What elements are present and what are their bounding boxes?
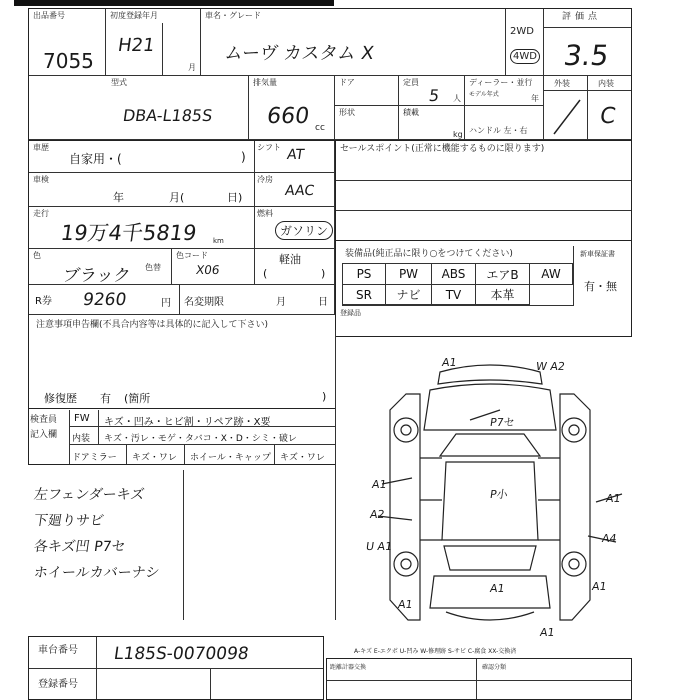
chassis-label: 車台番号: [38, 645, 78, 656]
fuel-cell: [255, 207, 335, 249]
mark-0: A1: [441, 356, 458, 369]
repair-close: ): [322, 390, 327, 403]
recycle-label: R券: [35, 296, 52, 307]
ext-slash-mark: [552, 96, 582, 136]
chassis-value: L185S-0070098: [112, 644, 250, 664]
mark-6: A1: [605, 492, 622, 505]
header-bar: [14, 0, 334, 6]
equip-airbag: エアB: [476, 264, 530, 285]
mark-5: P小: [489, 488, 509, 501]
seat-value: 5: [427, 86, 441, 105]
year-unit: 年: [531, 94, 539, 103]
light-oil-label: 軽油: [279, 253, 301, 266]
inspector-int-items: キズ・汚レ・モゲ・タバコ・X・D・シミ・破レ: [104, 434, 297, 444]
fuel-value: ガソリン: [275, 221, 333, 240]
grade-value: 3.5: [561, 39, 611, 72]
reg-memo-label: 登録品: [340, 309, 361, 317]
mark-7: U A1: [365, 540, 393, 553]
inspector-title-1: 検査員: [30, 415, 58, 425]
ac-value: AAC: [283, 183, 316, 199]
mileage-value: 19万4千5819: [59, 221, 199, 245]
color-code-value: X06: [195, 263, 221, 277]
name-value: ムーヴ カスタム X: [223, 43, 376, 64]
damage-legend: A-キズ E-エクボ U-凹み W-修理跡 S-サビ C-腐食 XX-交換済: [354, 648, 517, 655]
drive-4wd: 4WD: [510, 49, 540, 64]
lot-cell: [29, 9, 106, 76]
reg-month-unit: 月: [188, 63, 196, 72]
color-code-label: 色コード: [176, 251, 208, 260]
disp-value: 660: [265, 104, 311, 129]
ext-label: 外装: [554, 79, 570, 88]
equip-leather: 本革: [476, 285, 530, 305]
model-value: DBA-L185S: [121, 106, 214, 125]
model-year-label: モデル年式: [469, 91, 499, 98]
inspect-day: 日): [227, 191, 243, 204]
meter-label-1: 距離計器交換: [330, 664, 367, 671]
new-warranty-label: 新車保証書: [580, 250, 615, 258]
ext-cell: [544, 76, 588, 140]
door-cell: [335, 76, 399, 106]
new-warranty-value: 有・無: [584, 280, 617, 293]
reg-value: H21: [116, 35, 156, 56]
shift-label: シフト: [257, 143, 281, 152]
inspector-title-2: 記入欄: [30, 430, 58, 440]
dealer-label: ディーラー・並行: [469, 78, 533, 87]
load-cell: [399, 106, 465, 140]
note-1: 左フェンダーキズ: [32, 487, 146, 503]
light-oil-cell: [255, 249, 335, 285]
inspect-label: 車検: [33, 175, 49, 184]
grade-label: 評価点: [562, 12, 602, 22]
transfer-day: 日: [318, 297, 328, 308]
transfer-cell: [180, 285, 335, 315]
sales-title: セールスポイント(正常に機能するものに限ります): [340, 144, 545, 154]
int-cell: [588, 76, 631, 140]
note-3: 各キズ凹 P7セ: [32, 539, 127, 555]
mileage-row: [29, 207, 255, 249]
plate-label: 登録番号: [38, 679, 78, 690]
meter-block: [326, 658, 632, 700]
shift-value: AT: [285, 147, 306, 163]
shift-cell: [255, 141, 335, 173]
inspector-fw-items: キズ・凹み・ヒビ割・リペア跡・X要: [104, 417, 271, 428]
repaint-label: 色替: [145, 263, 161, 272]
note-4: ホイールカバーナシ: [32, 565, 161, 581]
int-value: C: [598, 104, 618, 129]
repair-label: 修復歴: [44, 392, 77, 405]
reg-cell: [106, 9, 201, 76]
use-value: 自家用・(: [69, 152, 122, 166]
disp-cell: [249, 76, 335, 140]
meter-label-2: 確認分類: [482, 664, 507, 671]
load-unit: kg: [453, 130, 463, 139]
inspector-mirror: ドアミラー: [72, 453, 117, 463]
drive-2wd: 2WD: [510, 26, 534, 37]
transfer-month: 月: [276, 297, 286, 308]
load-label: 積載: [403, 108, 419, 117]
color-value: ブラック: [61, 266, 132, 286]
inspect-row: [29, 173, 255, 207]
mark-9: A1: [489, 582, 506, 595]
equip-tv: TV: [432, 285, 476, 305]
transfer-label: 名変期限: [184, 297, 224, 308]
model-label: 型式: [111, 78, 127, 87]
handle-label: ハンドル 左・右: [469, 126, 528, 135]
lot-label: 出品番号: [33, 11, 65, 20]
inspector-fw: FW: [74, 413, 90, 424]
repair-location: (箇所: [124, 392, 151, 405]
mark-10: A1: [397, 598, 414, 611]
inspector-wheel: ホイール・キャップ: [190, 453, 271, 463]
equip-sr: SR: [343, 285, 386, 305]
note-2: 下廻りサビ: [32, 513, 105, 529]
inspector-mirror-items: キズ・ワレ: [132, 453, 177, 463]
color-code-cell: [172, 249, 255, 285]
notes-title: 注意事項申告欄(不具合内容等は具体的に記入して下さい): [36, 320, 269, 330]
use-label: 車歴: [33, 143, 49, 152]
equipment-title: 装備品(純正品に限り○をつけてください): [345, 249, 513, 259]
recycle-row: [29, 285, 180, 315]
color-row: [29, 249, 172, 285]
fuel-label: 燃料: [257, 209, 273, 218]
mileage-unit: km: [213, 237, 224, 245]
equip-pw: PW: [386, 264, 432, 285]
seat-cell: [399, 76, 465, 106]
int-label: 内装: [598, 79, 614, 88]
color-label: 色: [33, 251, 41, 260]
handle-cell: [465, 106, 544, 140]
mark-3: A1: [371, 478, 388, 491]
dealer-cell: [465, 76, 544, 106]
equip-abs: ABS: [432, 264, 476, 285]
shape-cell: [335, 106, 399, 140]
use-row: [29, 141, 255, 173]
mark-4: A2: [369, 508, 386, 521]
ac-label: 冷房: [257, 175, 273, 184]
model-cell: [29, 76, 249, 140]
equip-aw: AW: [530, 264, 573, 285]
drive-cell: [506, 9, 544, 76]
disp-label: 排気量: [253, 78, 277, 87]
fuel-paren-close: ): [321, 267, 326, 280]
door-label: ドア: [339, 78, 355, 87]
recycle-value: 9260: [81, 290, 128, 310]
shape-label: 形状: [339, 108, 355, 117]
seat-label: 定員: [403, 78, 419, 87]
inspector-wheel-items: キズ・ワレ: [280, 453, 325, 463]
inspect-year: 年: [113, 191, 124, 204]
mark-1: W A2: [535, 360, 566, 373]
mark-2: P7セ: [489, 416, 516, 429]
fuel-paren-open: (: [263, 267, 268, 280]
mark-11: A1: [591, 580, 608, 593]
repair-value: 有: [100, 392, 111, 405]
inspect-month: 月(: [169, 191, 185, 204]
inspector-int: 内装: [72, 434, 91, 444]
mileage-label: 走行: [33, 209, 49, 218]
name-cell: [201, 9, 506, 76]
reg-label: 初度登録年月: [110, 11, 158, 20]
ac-cell: [255, 173, 335, 207]
name-label: 車名・グレード: [205, 11, 261, 20]
grade-cell: [544, 9, 631, 76]
disp-unit: cc: [315, 123, 325, 133]
yen-unit: 円: [161, 298, 171, 309]
equip-navi: ナビ: [386, 285, 432, 305]
use-close: ): [241, 150, 246, 164]
mark-12: A1: [539, 626, 556, 639]
lot-value: 7055: [43, 49, 94, 73]
equip-ps: PS: [343, 264, 386, 285]
seat-unit: 人: [453, 94, 461, 103]
mark-8: A4: [601, 532, 618, 545]
sales-block: [335, 141, 632, 241]
